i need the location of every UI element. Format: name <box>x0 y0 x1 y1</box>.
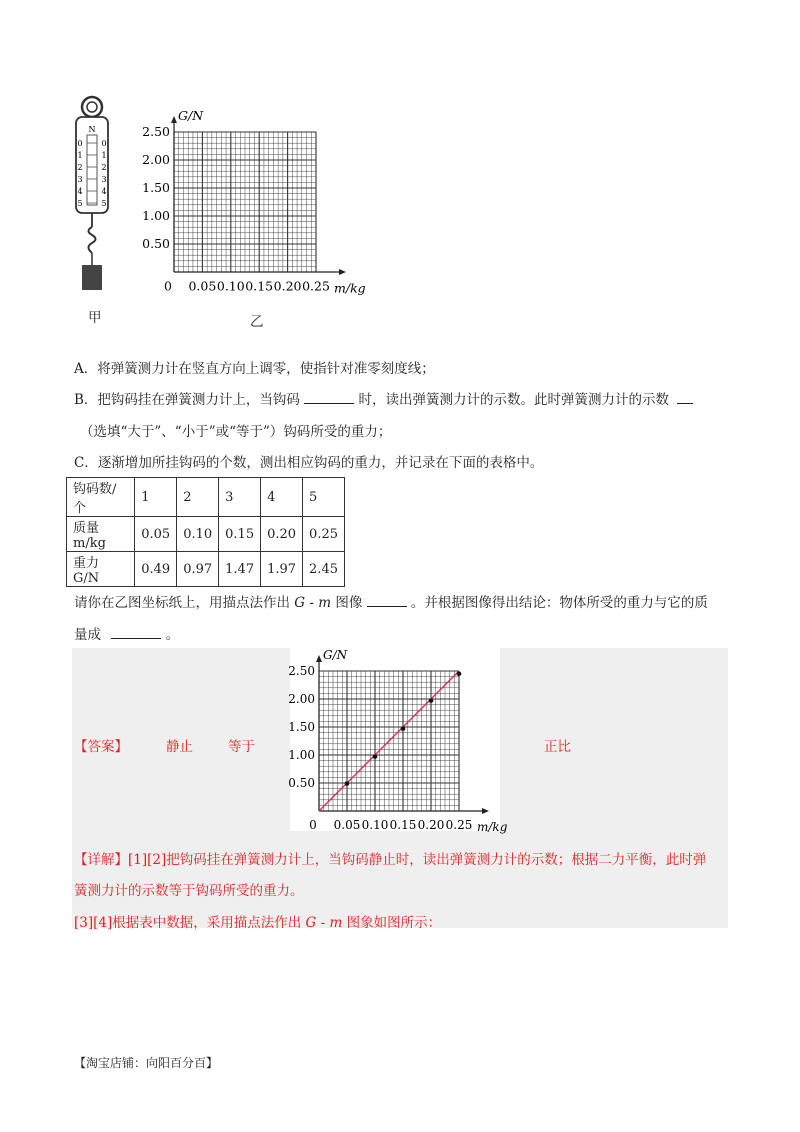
y-tick-label: 0.50 <box>142 236 170 251</box>
scale-tick-right: 2 <box>101 163 107 172</box>
data-point <box>401 726 406 731</box>
table-cell: 0.15 <box>219 517 261 552</box>
table-cell: 2.45 <box>303 552 345 587</box>
answer-chart <box>288 645 508 834</box>
table-cell: 0.97 <box>177 552 219 587</box>
y-tick-label: 1.00 <box>288 748 315 762</box>
x-tick-label: 0.20 <box>273 278 302 294</box>
detail-line-2: 簧测力计的示数等于钩码所受的重力。 <box>74 883 304 899</box>
line-b1-post: 时，读出弹簧测力计的示数。此时弹簧测力计的示数 <box>358 392 670 408</box>
table-cell: 3 <box>219 478 261 517</box>
spring-scale-figure <box>68 95 128 300</box>
data-point <box>373 754 378 759</box>
table-row-label: 重力 G/N <box>67 552 135 587</box>
scale-top-label: N <box>88 125 96 134</box>
empty-grid-figure <box>140 98 380 300</box>
table-row-label: 质量 m/kg <box>67 517 135 552</box>
question-line-c: C．逐渐增加所挂钩码的个数，测出相应钩码的重力，并记录在下面的表格中。 <box>74 455 544 471</box>
y-tick-label: 0.50 <box>288 776 315 790</box>
table-row-label: 钩码数/个 <box>67 478 135 517</box>
detail3-pre: [3][4]根据表中数据，采用描点法作出 <box>74 915 302 931</box>
x-tick-label: 0.20 <box>417 818 445 832</box>
table-cell: 0.10 <box>177 517 219 552</box>
scale-tick-left: 3 <box>77 175 83 184</box>
after-table-tail: 。并根据图像得出结论：物体所受的重力与它的质 <box>410 595 708 611</box>
y-tick-label: 2.50 <box>288 664 315 678</box>
after-table-pre: 请你在乙图坐标纸上，用描点法作出 <box>74 595 290 611</box>
blank-3 <box>367 592 407 607</box>
scale-tick-left: 4 <box>77 187 83 196</box>
y-tick-label: 1.50 <box>142 180 170 195</box>
scale-tick-left: 2 <box>77 163 83 172</box>
scale-tick-left: 1 <box>77 151 83 160</box>
x-tick-label: 0 <box>309 818 317 832</box>
table-cell: 1.97 <box>261 552 303 587</box>
x-axis-arrow <box>482 808 489 814</box>
answer-tag: 【答案】 <box>74 739 128 755</box>
y-tick-label: 2.50 <box>142 124 170 139</box>
y-tick-label: 2.00 <box>142 152 170 167</box>
table-cell: 4 <box>261 478 303 517</box>
scale-tick-right: 0 <box>101 139 107 148</box>
detail-text-1: [1][2]把钩码挂在弹簧测力计上，当钩码静止时，读出弹簧测力计的示数；根据二力平衡，此时弹 <box>128 852 707 868</box>
y-axis-label: G/N <box>178 108 204 123</box>
table-cell: 0.49 <box>135 552 177 587</box>
scale-tick-right: 3 <box>101 175 107 184</box>
detail3-gm: G - m <box>305 915 343 931</box>
after-table-line1 <box>74 592 708 613</box>
x-tick-label: 0.10 <box>361 818 389 832</box>
table-cell: 0.25 <box>303 517 345 552</box>
x-tick-label: 0.05 <box>188 278 217 294</box>
x-axis-label: m/kg <box>334 280 366 296</box>
line-b1-pre: B．把钩码挂在弹簧测力计上，当钩码 <box>74 392 300 408</box>
g-m-label: G - m <box>294 595 332 611</box>
table-cell: 5 <box>303 478 345 517</box>
table-cell: 0.05 <box>135 517 177 552</box>
detail-line-3 <box>74 913 441 933</box>
table-row <box>67 517 345 552</box>
label-yi: 乙 <box>250 314 264 330</box>
detail3-post: 图象如图所示： <box>346 915 442 931</box>
scale-tick-right: 4 <box>101 187 107 196</box>
table-row <box>67 552 345 587</box>
detail-tag: 【详解】 <box>74 852 128 868</box>
data-point <box>345 781 350 786</box>
data-point <box>457 672 462 677</box>
x-tick-label: 0.25 <box>445 818 473 832</box>
table-cell: 1 <box>135 478 177 517</box>
table-cell: 0.20 <box>261 517 303 552</box>
scale-tick-left: 5 <box>77 199 83 208</box>
data-point <box>429 698 434 703</box>
after-table-post: 图像 <box>335 595 363 611</box>
x-tick-label: 0 <box>164 278 172 294</box>
x-axis-arrow <box>339 269 346 275</box>
scale-tick-right: 5 <box>101 199 107 208</box>
scale-tick-right: 1 <box>101 151 107 160</box>
y-tick-label: 1.50 <box>288 720 315 734</box>
after-table2-post: 。 <box>165 627 180 643</box>
y-tick-label: 1.00 <box>142 208 170 223</box>
answer-2: 等于 <box>228 739 255 755</box>
table-row <box>67 478 345 517</box>
answer-4: 正比 <box>544 739 571 755</box>
x-tick-label: 0.10 <box>216 278 245 294</box>
x-tick-label: 0.25 <box>302 278 330 294</box>
y-axis-label: G/N <box>323 648 348 662</box>
question-line-b1 <box>74 389 693 410</box>
x-axis-label: m/kg <box>477 820 508 834</box>
hook-weight <box>82 265 102 290</box>
y-axis-arrow <box>171 116 177 123</box>
label-jia: 甲 <box>88 310 102 326</box>
question-line-b2: （选填“大于”、“小于”或“等于”）钩码所受的重力； <box>80 424 392 440</box>
x-tick-label: 0.15 <box>389 818 417 832</box>
after-table-line2 <box>74 624 179 645</box>
table-cell: 2 <box>177 478 219 517</box>
y-axis-arrow <box>316 655 322 662</box>
x-tick-label: 0.15 <box>245 278 274 294</box>
after-table2-pre: 量成 <box>74 627 101 643</box>
question-line-a: A．将弹簧测力计在竖直方向上调零，使指针对准零刻度线； <box>74 361 435 377</box>
x-tick-label: 0.05 <box>333 818 361 832</box>
blank-2 <box>677 389 693 404</box>
answer-1: 静止 <box>166 739 193 755</box>
y-tick-label: 2.00 <box>288 692 315 706</box>
table-cell: 1.47 <box>219 552 261 587</box>
blank-1 <box>304 389 354 404</box>
blank-4 <box>111 624 161 639</box>
scale-tick-left: 0 <box>77 139 83 148</box>
footer-shop: 【淘宝店铺：向阳百分百】 <box>74 1056 219 1070</box>
data-table <box>66 477 345 587</box>
detail-line-1 <box>74 850 706 870</box>
